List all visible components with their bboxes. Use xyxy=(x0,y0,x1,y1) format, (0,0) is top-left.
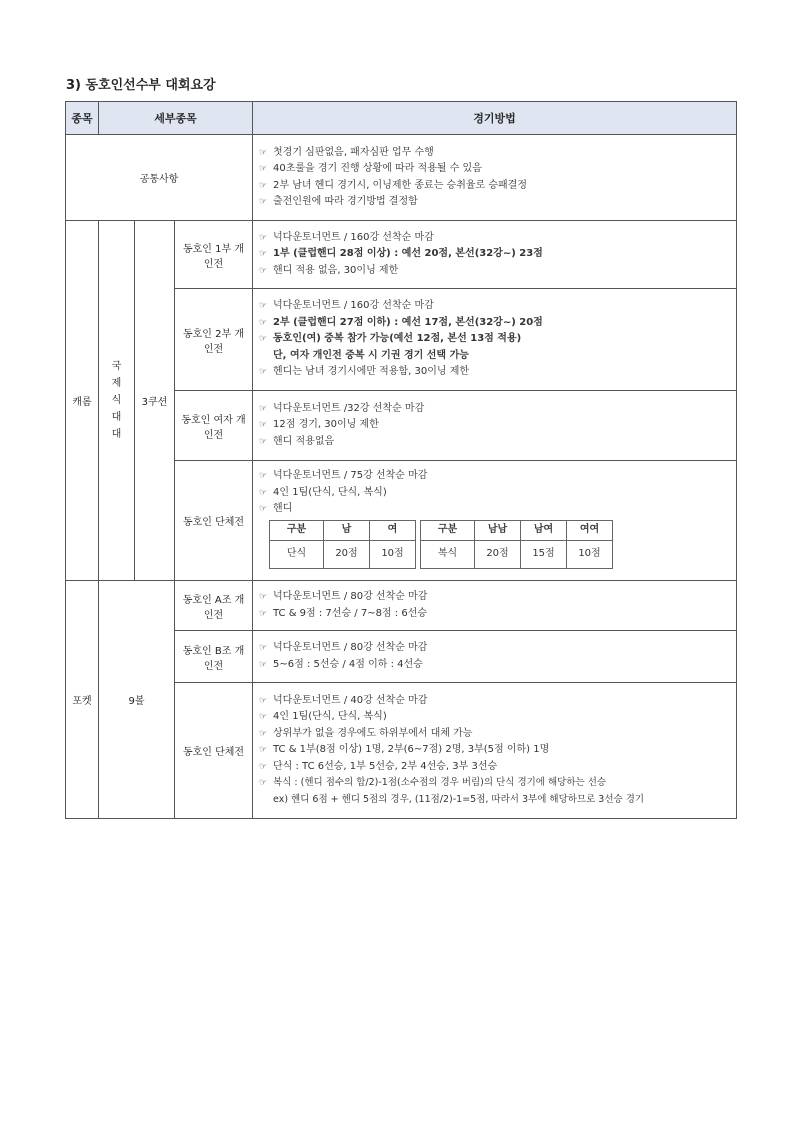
event-name: 동호인 B조 개인전 xyxy=(175,631,253,683)
list-item: ☞ 2부 남녀 헨디 경기시, 이닝제한 종료는 승취율로 승패결정 xyxy=(259,178,732,195)
pointing-hand-icon: ☞ xyxy=(259,232,268,243)
pointing-hand-icon: ☞ xyxy=(259,778,268,789)
pointing-hand-icon: ☞ xyxy=(259,761,268,772)
event-name: 동호인 1부 개인전 xyxy=(175,221,253,289)
event-method xyxy=(253,221,737,289)
pointing-hand-icon: ☞ xyxy=(259,367,268,378)
section-title: 3) 동호인선수부 대회요강 xyxy=(66,78,216,93)
pointing-hand-icon: ☞ xyxy=(259,436,268,447)
header-row xyxy=(66,102,737,135)
list-item: ☞ 2부 (클럽핸디 27점 이하) : 예선 17점, 본선(32강~) 20점 xyxy=(259,315,732,332)
pointing-hand-icon: ☞ xyxy=(259,249,268,260)
list-item: ☞ TC & 1부(8점 이상) 1명, 2부(6~7점) 2명, 3부(5점 이하) 1명 xyxy=(259,742,732,759)
carom-cushion: 3쿠션 xyxy=(135,221,175,581)
common-method xyxy=(253,135,737,221)
pointing-hand-icon: ☞ xyxy=(259,147,268,158)
pointing-hand-icon: ☞ xyxy=(259,608,268,619)
list-item: ☞ 넉다운토너먼트 / 80강 선착순 마감 xyxy=(259,589,732,606)
list-item: ☞ 핸디 적용 없음, 30이닝 제한 xyxy=(259,263,732,280)
list-item: ☞ 헨디는 남녀 경기시에만 적용함, 30이닝 제한 xyxy=(259,364,732,381)
pointing-hand-icon: ☞ xyxy=(259,265,268,276)
event-method xyxy=(253,391,737,461)
pocket-row-1 xyxy=(66,581,737,631)
pointing-hand-icon: ☞ xyxy=(259,420,268,431)
list-item: ☞ 핸디 적용없음 xyxy=(259,434,732,451)
list-item: ☞ 12점 경기, 30이닝 제한 xyxy=(259,417,732,434)
pocket-label: 포켓 xyxy=(66,581,99,819)
list-item: ☞ TC & 9점 : 7선승 / 7~8점 : 6선승 xyxy=(259,606,732,623)
handicap-table xyxy=(269,520,613,569)
common-label: 공통사항 xyxy=(66,135,253,221)
competition-table xyxy=(65,101,737,819)
event-method xyxy=(253,289,737,391)
event-name: 동호인 여자 개인전 xyxy=(175,391,253,461)
pointing-hand-icon: ☞ xyxy=(259,197,268,207)
event-method xyxy=(253,461,737,581)
list-item: ☞ 4인 1팀(단식, 단식, 복식) xyxy=(259,485,732,502)
list-item: ☞ 동호인(여) 중복 참가 가능(예선 12점, 본선 13점 적용) xyxy=(259,331,732,348)
common-row xyxy=(66,135,737,221)
pointing-hand-icon: ☞ xyxy=(259,504,268,515)
pointing-hand-icon: ☞ xyxy=(259,301,268,312)
header-category: 종목 xyxy=(66,102,99,135)
list-item: ☞ 1부 (클럽핸디 28점 이상) : 예선 20점, 본선(32강~) 23점 xyxy=(259,246,732,263)
header-method: 경기방법 xyxy=(253,102,737,135)
list-item: ☞ 넉다운토너먼트 / 160강 선착순 마감 xyxy=(259,298,732,315)
event-name: 동호인 A조 개인전 xyxy=(175,581,253,631)
list-item: ☞ 단식 : TC 6선승, 1부 5선승, 2부 4선승, 3부 3선승 xyxy=(259,759,732,776)
list-item: ☞ 넉다운토너먼트 /32강 선착순 마감 xyxy=(259,401,732,418)
pointing-hand-icon: ☞ xyxy=(259,659,268,670)
list-item: ☞ 40초룰을 경기 진행 상황에 따라 적용될 수 있음 xyxy=(259,161,732,178)
pointing-hand-icon: ☞ xyxy=(259,695,268,706)
list-item: ☞ 출전인원에 따라 경기방법 결정함 xyxy=(259,194,732,211)
list-item: ex) 헨디 6점 + 헨디 5점의 경우, (11점/2)-1=5점, 따라서 3부에 해당하므로 3선승 경기 xyxy=(273,793,645,805)
pointing-hand-icon: ☞ xyxy=(259,728,268,739)
pointing-hand-icon: ☞ xyxy=(259,712,268,723)
list-item: ☞ 첫경기 심판없음, 패자심판 업무 수행 xyxy=(259,145,732,162)
header-detail: 세부종목 xyxy=(99,102,253,135)
event-method xyxy=(253,683,737,819)
pointing-hand-icon: ☞ xyxy=(259,164,268,174)
event-name: 동호인 단체전 xyxy=(175,461,253,581)
carom-row-1 xyxy=(66,221,737,289)
pointing-hand-icon: ☞ xyxy=(259,180,268,191)
pointing-hand-icon: ☞ xyxy=(259,592,268,602)
list-item: ☞ 넉다운토너먼트 / 75강 선착순 마감 xyxy=(259,468,732,485)
pointing-hand-icon: ☞ xyxy=(259,334,268,345)
list-item: ☞ 복식 : (헨디 점수의 합/2)-1점(소수점의 경우 버림)의 단식 경기에 해당하는 선승 xyxy=(259,775,732,792)
list-item: ☞ 4인 1팀(단식, 단식, 복식) xyxy=(259,709,732,726)
pointing-hand-icon: ☞ xyxy=(259,471,268,482)
handicap-header-row: 구분 남 여 구분 남남 남여 여여 xyxy=(270,520,613,540)
list-item: ☞ 넉다운토너먼트 / 80강 선착순 마감 xyxy=(259,640,732,657)
list-item: 단, 여자 개인전 중복 시 기권 경기 선택 가능 xyxy=(273,349,469,361)
pointing-hand-icon: ☞ xyxy=(259,643,268,653)
event-method xyxy=(253,631,737,683)
carom-label: 캐롬 xyxy=(66,221,99,581)
pointing-hand-icon: ☞ xyxy=(259,403,268,414)
handicap-value-row: 단식 20점 10점 복식 20점 15점 10점 xyxy=(270,540,613,568)
list-item: ☞ 상위부가 없을 경우에도 하위부에서 대체 가능 xyxy=(259,726,732,743)
list-item: ☞ 5~6점 : 5선승 / 4점 이하 : 4선승 xyxy=(259,657,732,674)
event-method xyxy=(253,581,737,631)
pocket-type: 9볼 xyxy=(99,581,175,819)
event-name: 동호인 단체전 xyxy=(175,683,253,819)
event-name: 동호인 2부 개인전 xyxy=(175,289,253,391)
pointing-hand-icon: ☞ xyxy=(259,487,268,498)
carom-type: 국 제 식 대 대 xyxy=(99,221,135,581)
pointing-hand-icon: ☞ xyxy=(259,317,268,328)
list-item: ☞ 넉다운토너먼트 / 40강 선착순 마감 xyxy=(259,693,732,710)
list-item: ☞ 넉다운토너먼트 / 160강 선착순 마감 xyxy=(259,230,732,247)
list-item: ☞ 핸디 xyxy=(259,501,732,518)
pointing-hand-icon: ☞ xyxy=(259,745,268,756)
